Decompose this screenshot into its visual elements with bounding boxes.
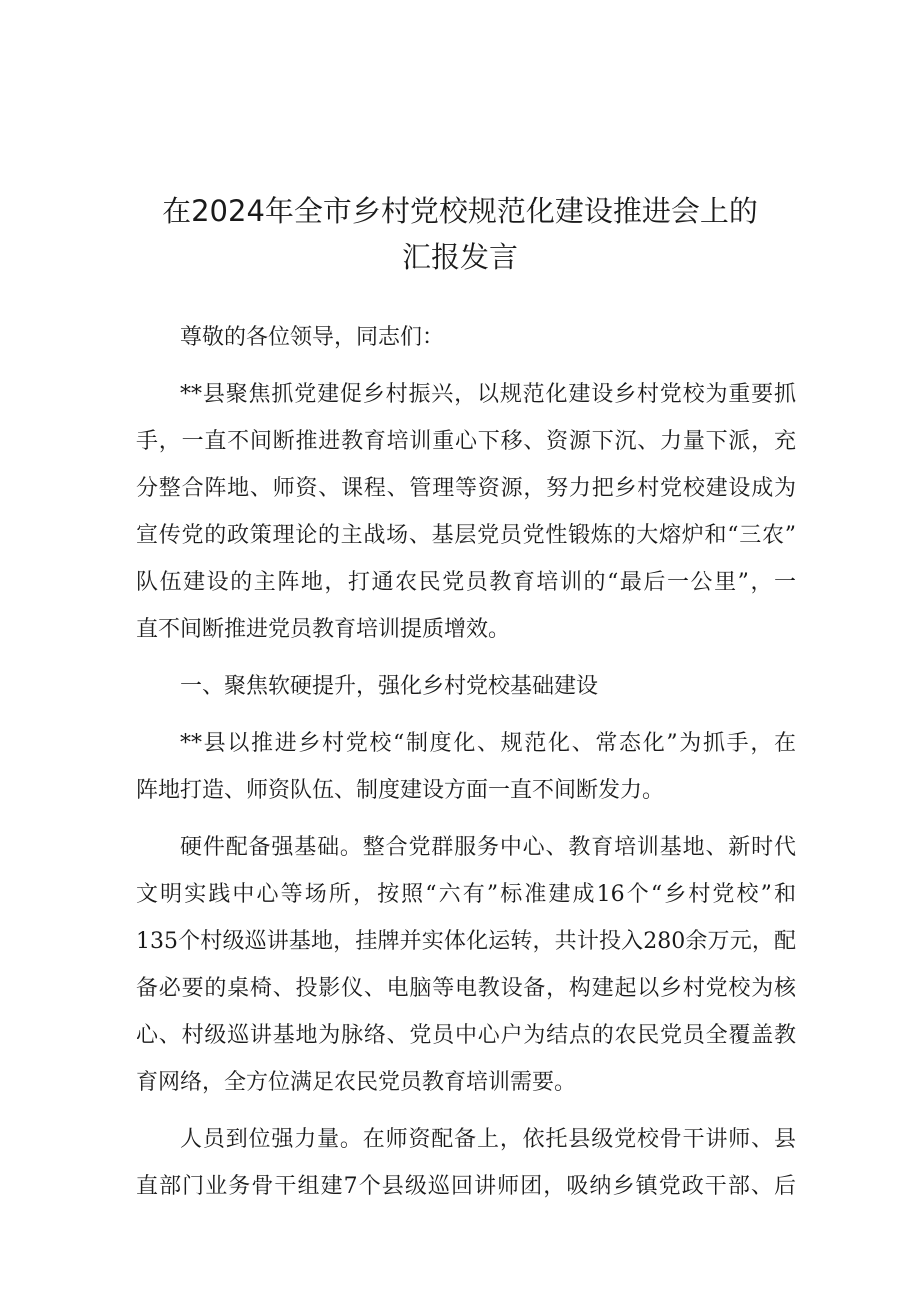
text-line: 尊敬的各位领导，同志们： [180, 325, 445, 350]
section-heading [136, 663, 796, 710]
document-body [136, 314, 796, 1220]
staffing-paragraph [136, 1116, 796, 1210]
hardware-paragraph [136, 824, 796, 1106]
text-line: 心、村级巡讲基地为脉络、党员中心户为结点的农民党员全覆盖教 [136, 1023, 796, 1048]
text-line: 分整合阵地、师资、课程、管理等资源，努力把乡村党校建设成为 [136, 476, 796, 501]
text-line: 阵地打造、师资队伍、制度建设方面一直不间断发力。 [136, 778, 665, 803]
intro-paragraph [136, 371, 796, 653]
text-line: 直不间断推进党员教育培训提质增效。 [136, 617, 511, 642]
document-title [100, 188, 820, 280]
text-line: **县聚焦抓党建促乡村振兴，以规范化建设乡村党校为重要抓 [180, 382, 796, 407]
text-line: 135个村级巡讲基地，挂牌并实体化运转，共计投入280余万元，配 [136, 929, 796, 954]
text-line: 备必要的桌椅、投影仪、电脑等电教设备，构建起以乡村党校为核 [136, 976, 796, 1001]
text-line: **县以推进乡村党校“制度化、规范化、常态化”为抓手，在 [180, 731, 796, 756]
text-line: 手，一直不间断推进教育培训重心下移、资源下沉、力量下派，充 [136, 429, 796, 454]
text-line: 队伍建设的主阵地，打通农民党员教育培训的“最后一公里”，一 [136, 570, 796, 595]
text-line: 硬件配备强基础。整合党群服务中心、教育培训基地、新时代 [180, 835, 796, 860]
text-line: 一、聚焦软硬提升，强化乡村党校基础建设 [180, 674, 599, 699]
title-line: 在2024年全市乡村党校规范化建设推进会上的 [162, 194, 758, 228]
text-line: 人员到位强力量。在师资配备上，依托县级党校骨干讲师、县 [180, 1127, 796, 1152]
salutation [136, 314, 796, 361]
text-line: 文明实践中心等场所，按照“六有”标准建成16个“乡村党校”和 [136, 882, 796, 907]
section-intro-paragraph [136, 720, 796, 814]
text-line: 直部门业务骨干组建7个县级巡回讲师团，吸纳乡镇党政干部、后 [136, 1174, 796, 1199]
title-line: 汇报发言 [401, 240, 518, 274]
text-line: 育网络，全方位满足农民党员教育培训需要。 [136, 1070, 577, 1095]
text-line: 宣传党的政策理论的主战场、基层党员党性锻炼的大熔炉和“三农” [136, 523, 796, 548]
